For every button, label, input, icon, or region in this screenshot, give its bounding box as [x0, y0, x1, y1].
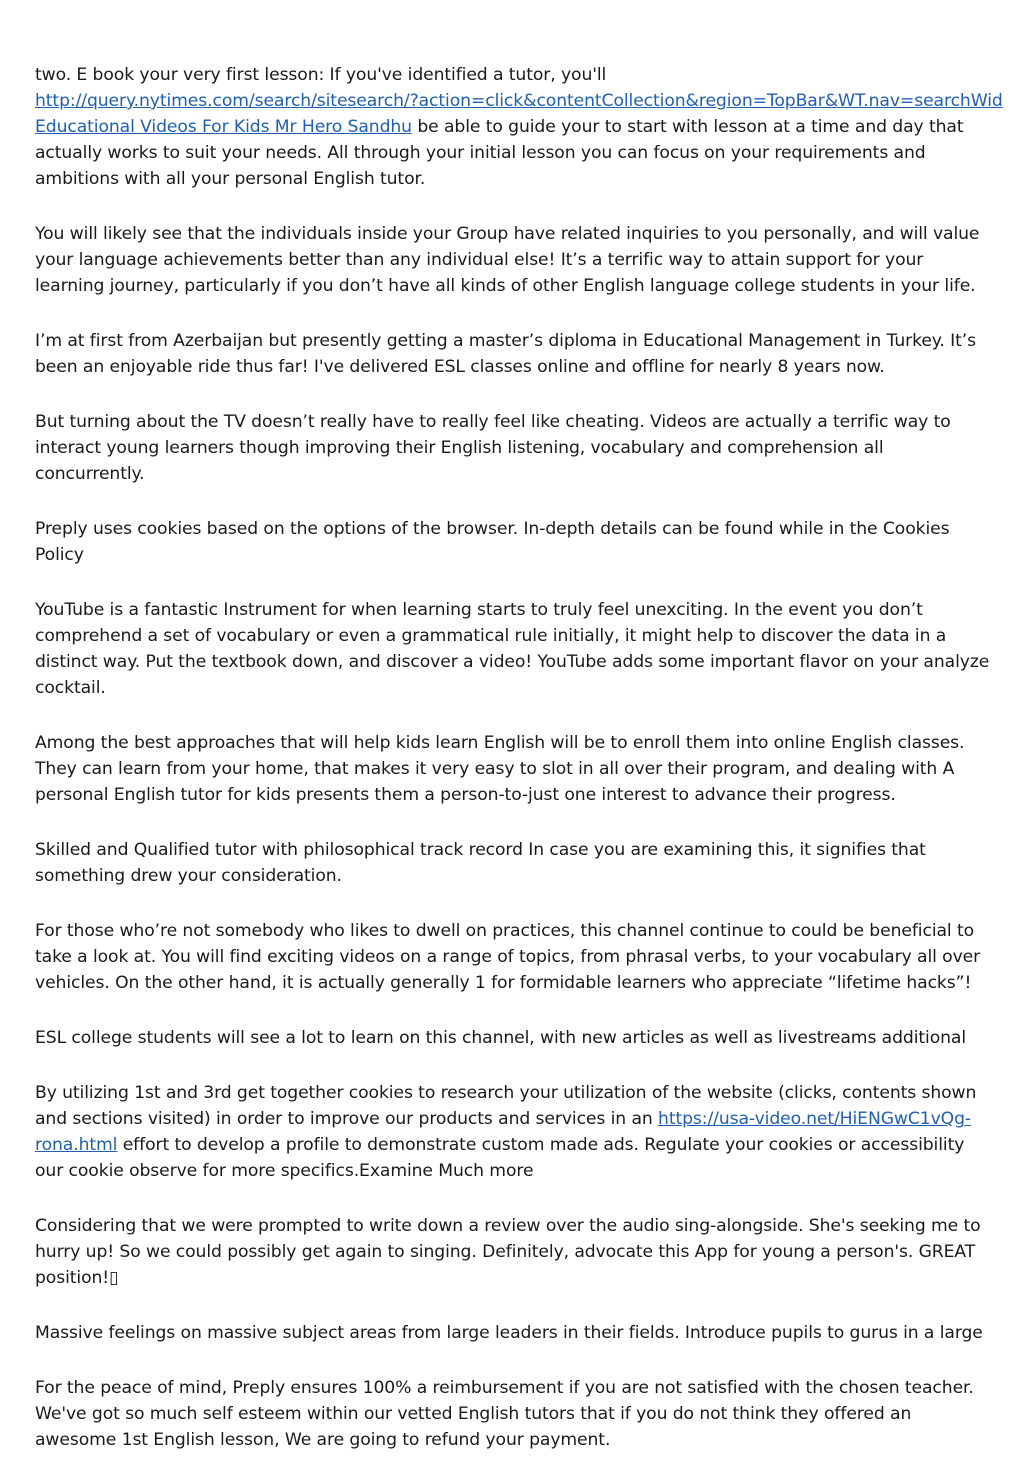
paragraph-text: By utilizing 1st and 3rd get together cookies to research your utilization of the website (clicks, contents shown and sections visited) in order to improve our products and services in an	[35, 1083, 977, 1129]
hyperlink[interactable]: Educational Videos For Kids Mr Hero Sandhu	[35, 117, 412, 137]
paragraph-text: I’m at first from Azerbaijan but presently getting a master’s diploma in Educational Management in Turkey. It’s been an enjoyable ride thus far! I've delivered ESL classes online and offline for nearly 8 years now.	[35, 331, 976, 377]
paragraph	[35, 221, 995, 299]
paragraph-text: ESL college students will see a lot to learn on this channel, with new articles as well as livestreams additional	[35, 1028, 967, 1048]
paragraph	[35, 1320, 995, 1346]
paragraph-text: Preply uses cookies based on the options of the browser. In-depth details can be found while in the Cookies Policy	[35, 519, 950, 565]
paragraph-text: But turning about the TV doesn’t really have to really feel like cheating. Videos are actually a terrific way to interact young learners though improving their English listening, vocabulary and comprehension all concurrently.	[35, 412, 951, 484]
document-page	[35, 62, 1003, 1482]
paragraph	[35, 62, 1003, 192]
paragraph	[35, 409, 995, 487]
paragraph-text: Skilled and Qualified tutor with philosophical track record In case you are examining this, it signifies that something drew your consideration.	[35, 840, 926, 886]
hyperlink[interactable]: https://usa-video.net/HiENGwC1vQg-rona.html	[35, 1109, 972, 1155]
paragraph-text: Considering that we were prompted to write down a review over the audio sing-alongside. She's seeking me to hurry up! So we could possibly get again to singing. Definitely, advocate this App for young a person's. GREAT position!▯	[35, 1216, 981, 1288]
paragraph	[35, 730, 995, 808]
paragraph	[35, 918, 995, 996]
paragraph	[35, 328, 995, 380]
paragraph	[35, 1375, 995, 1453]
paragraph	[35, 516, 995, 568]
paragraph-text: For those who’re not somebody who likes to dwell on practices, this channel continue to could be beneficial to take a look at. You will find exciting videos on a range of topics, from phrasal verbs, to your vocabulary all over vehicles. On the other hand, it is actually generally 1 for formidable learners who appreciate “lifetime hacks”!	[35, 921, 981, 993]
hyperlink[interactable]: http://query.nytimes.com/search/sitesearch/?action=click&contentCollection&region=TopBar&WT.nav=searchWid	[35, 91, 1003, 111]
paragraph-text: effort to develop a profile to demonstrate custom made ads. Regulate your cookies or accessibility our cookie observe for more specifics.Examine Much more	[35, 1135, 965, 1181]
paragraph	[35, 1025, 995, 1051]
paragraph	[35, 1213, 995, 1291]
paragraph-text: You will likely see that the individuals inside your Group have related inquiries to you personally, and will value your language achievements better than any individual else! It’s a terrific way to attain support for your learning journey, particularly if you don’t have all kinds of other English language college students in your life.	[35, 224, 980, 296]
paragraph	[35, 1080, 995, 1184]
paragraph-text: YouTube is a fantastic Instrument for when learning starts to truly feel unexciting. In the event you don’t comprehend a set of vocabulary or even a grammatical rule initially, it might help to discover the data in a distinct way. Put the textbook down, and discover a video! YouTube adds some important flavor on your analyze cocktail.	[35, 600, 990, 698]
paragraph-text: For the peace of mind, Preply ensures 100% a reimbursement if you are not satisfied with the chosen teacher. We've got so much self esteem within our vetted English tutors that if you do not think they offered an awesome 1st English lesson, We are going to refund your payment.	[35, 1378, 974, 1450]
paragraph-text: Among the best approaches that will help kids learn English will be to enroll them into online English classes. They can learn from your home, that makes it very easy to slot in all over their program, and dealing with A personal English tutor for kids presents them a person-to-just one interest to advance their progress.	[35, 733, 965, 805]
paragraph	[35, 597, 995, 701]
paragraph	[35, 837, 995, 889]
paragraph-text: two. E book your very first lesson: If you've identified a tutor, you'll	[35, 65, 607, 85]
paragraph-text: be able to guide your to start with lesson at a time and day that actually works to suit your needs. All through your initial lesson you can focus on your requirements and ambitions with all your personal English tutor.	[35, 117, 964, 189]
paragraph-text: Massive feelings on massive subject areas from large leaders in their fields. Introduce pupils to gurus in a large	[35, 1323, 983, 1343]
